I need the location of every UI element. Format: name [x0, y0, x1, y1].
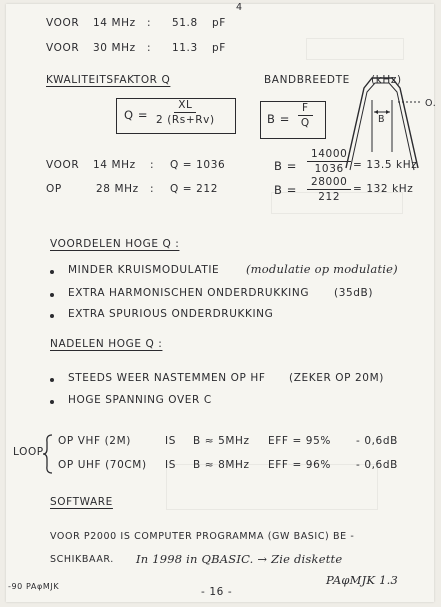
- q-row1-colon: :: [150, 159, 155, 171]
- author-signature: PAφMJK 1.3: [326, 573, 398, 587]
- loop-row1-eff: EFF = 95%: [268, 435, 331, 447]
- bleed-through-mark: [306, 38, 404, 60]
- curly-brace-icon: [42, 434, 54, 474]
- nadelen-item-2: HOGE SPANNING OVER C: [68, 394, 212, 406]
- line2-freq: 30 MHz: [93, 42, 136, 54]
- bullet-icon: [50, 314, 54, 318]
- voordelen-item-2-note: (35dB): [334, 287, 374, 299]
- bandbreedte-heading: BANDBREEDTE: [264, 74, 350, 86]
- top-mark: 4: [236, 2, 243, 13]
- loop-row1-b: B ≈ 5MHz: [193, 435, 250, 447]
- bullet-icon: [50, 270, 54, 274]
- software-line-2-caps: SCHIKBAAR.: [50, 554, 114, 565]
- nadelen-item-1-note: (ZEKER OP 20M): [289, 372, 384, 384]
- kwaliteit-heading: KWALITEITSFAKTOR Q: [46, 74, 171, 86]
- line1-colon: :: [147, 17, 152, 29]
- voordelen-item-1: MINDER KRUISMODULATIE: [68, 264, 220, 276]
- loop-row2-b: B ≈ 8MHz: [193, 459, 250, 471]
- q-formula-fraction: [156, 99, 215, 126]
- b-row1-fraction: [307, 148, 351, 175]
- q-row1-expr: Q = 1036: [170, 159, 226, 171]
- loop-row1-band: OP VHF (2M): [58, 435, 131, 447]
- loop-row1-is: IS: [165, 435, 176, 447]
- software-line-2-note: In 1998 in QBASIC. → Zie diskette: [136, 552, 343, 566]
- diagram-b-label: B: [378, 114, 386, 125]
- q-formula-lhs: Q =: [124, 108, 149, 122]
- b-denominator: Q: [300, 117, 310, 129]
- loop-row2-db: - 0,6dB: [356, 459, 398, 471]
- nadelen-item-1: STEEDS WEER NASTEMMEN OP HF: [68, 372, 266, 384]
- line2-unit: pF: [212, 42, 226, 54]
- diagram-o-label: O.: [425, 98, 437, 109]
- b-row1-lhs: B =: [274, 159, 297, 173]
- q-row2-label: OP: [46, 183, 62, 195]
- page-number: - 16 -: [201, 586, 233, 598]
- q-row2-expr: Q = 212: [170, 183, 218, 195]
- line2-colon: :: [147, 42, 152, 54]
- loop-row2-band: OP UHF (70CM): [58, 459, 147, 471]
- voordelen-item-3: EXTRA SPURIOUS ONDERDRUKKING: [68, 308, 274, 320]
- b-row2-den: 212: [318, 191, 341, 203]
- footer-callsign: -90 PAφMJK: [8, 582, 60, 591]
- loop-row2-is: IS: [165, 459, 176, 471]
- b-row2-lhs: B =: [274, 183, 297, 197]
- line1-freq: 14 MHz: [93, 17, 136, 29]
- voordelen-item-1-note: (modulatie op modulatie): [246, 262, 398, 276]
- note-page: [6, 2, 437, 602]
- b-row2-result: = 132 kHz: [353, 183, 414, 195]
- bullet-icon: [50, 400, 54, 404]
- q-numerator: XL: [174, 99, 196, 113]
- b-row2-num: 28000: [307, 176, 351, 190]
- q-row2-freq: 28 MHz: [96, 183, 139, 195]
- b-formula-fraction: [298, 102, 313, 129]
- voordelen-item-2: EXTRA HARMONISCHEN ONDERDRUKKING: [68, 287, 310, 299]
- q-denominator: 2 (Rs+Rv): [156, 114, 215, 126]
- q-row1-freq: 14 MHz: [93, 159, 136, 171]
- line1-unit: pF: [212, 17, 226, 29]
- bullet-icon: [50, 378, 54, 382]
- software-line-1: VOOR P2000 IS COMPUTER PROGRAMMA (GW BASIC) BE -: [50, 531, 355, 542]
- voordelen-heading: VOORDELEN HOGE Q :: [50, 238, 180, 250]
- q-row1-label: VOOR: [46, 159, 80, 171]
- bullet-icon: [50, 293, 54, 297]
- b-numerator: F: [298, 102, 313, 116]
- loop-row1-db: - 0,6dB: [356, 435, 398, 447]
- b-row2-fraction: [307, 176, 351, 203]
- b-row1-num: 14000: [307, 148, 351, 162]
- b-row1-result: = 13.5 kHz: [353, 159, 418, 171]
- loop-row2-eff: EFF = 96%: [268, 459, 331, 471]
- b-formula-lhs: B =: [267, 112, 290, 126]
- software-heading: SOFTWARE: [50, 496, 113, 508]
- line2-value: 11.3: [172, 42, 198, 54]
- line1-value: 51.8: [172, 17, 198, 29]
- q-row2-colon: :: [150, 183, 155, 195]
- b-row1-den: 1036: [314, 163, 344, 175]
- line2-label: VOOR: [46, 42, 80, 54]
- bandbreedte-unit: (kHz): [371, 74, 402, 86]
- nadelen-heading: NADELEN HOGE Q :: [50, 338, 163, 350]
- line1-label: VOOR: [46, 17, 80, 29]
- loop-label: LOOP: [13, 446, 44, 458]
